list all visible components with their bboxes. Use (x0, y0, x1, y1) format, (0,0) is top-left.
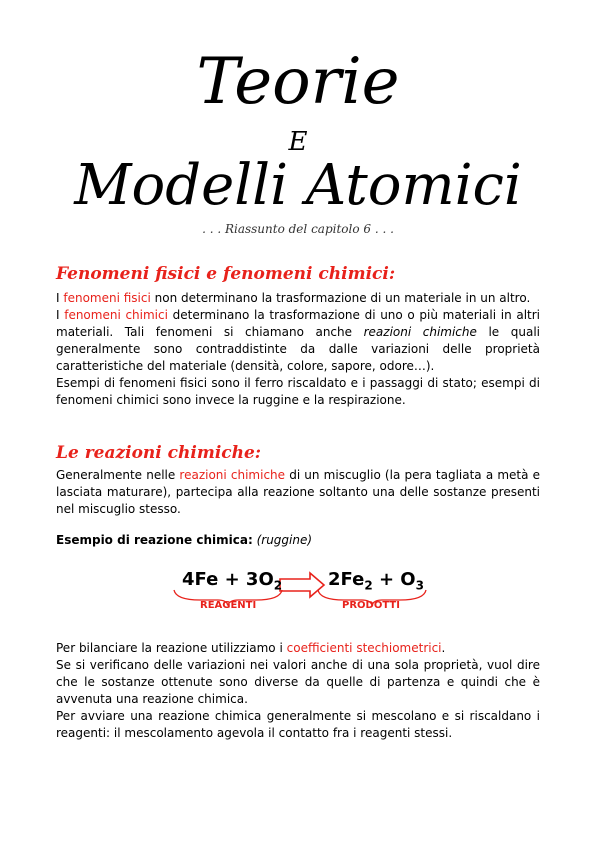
highlight-reazioni-chimiche: reazioni chimiche (179, 468, 286, 482)
paragraph-fenomeni-fisici (56, 290, 540, 307)
label-reagenti: REAGENTI (200, 600, 257, 611)
equation-reagents (182, 568, 282, 598)
example-line (56, 532, 540, 549)
paragraph-variazioni: Se si verificano delle variazioni nei valori anche di una sola proprietà, vuol dire che le sostanze ottenute sono diverse da quelle di partenza e quindi che è avvenuta una reazione chimica. (56, 658, 540, 706)
text: Per bilanciare la reazione utilizziamo i (56, 641, 287, 655)
title-line-1: Teorie (196, 45, 400, 119)
subscript: 2 (273, 578, 283, 593)
subscript: 2 (364, 578, 373, 593)
section-heading-fenomeni: Fenomeni fisici e fenomeni chimici: (56, 264, 396, 284)
products-text: 2Fe (328, 569, 365, 590)
equation-products (328, 568, 424, 598)
example-note: (ruggine) (256, 533, 313, 547)
paragraph-avvio-reazione: Per avviare una reazione chimica generalmente si mescolano e si riscaldano i reagenti: il mescolamento agevola il contatto fra i reagenti stessi. (56, 709, 540, 740)
highlight-fenomeni-fisici: fenomeni fisici (63, 291, 151, 305)
text: I (56, 308, 65, 322)
chemical-equation (160, 568, 440, 620)
title-ampersand: E (288, 127, 308, 157)
example-label: Esempio di reazione chimica: (56, 533, 253, 547)
paragraph-esempi: Esempi di fenomeni fisici sono il ferro riscaldato e i passaggi di stato; esempi di fenomeni chimici sono invece la ruggine e la respirazione. (56, 376, 540, 407)
paragraph-bilanciamento (56, 640, 540, 657)
text: di un miscuglio (la pera tagliata a metà e lasciata maturare), partecipa alla reazione soltanto una delle sostanze presenti nel miscuglio stesso. (56, 468, 540, 516)
italic-reazioni-chimiche: reazioni chimiche (363, 325, 477, 339)
subscript: 3 (415, 578, 424, 593)
paragraph-fenomeni-chimici (56, 307, 540, 375)
text: Generalmente nelle (56, 468, 180, 482)
text: non determinano la trasformazione di un materiale in un altro. (150, 291, 531, 305)
highlight-coefficienti: coefficienti stechiometrici (286, 641, 442, 655)
subtitle: . . . Riassunto del capitolo 6 . . . (202, 222, 394, 236)
text: I (56, 291, 64, 305)
title-line-2: Modelli Atomici (74, 153, 522, 218)
reaction-arrow-icon (280, 573, 324, 597)
reagents-text: 4Fe + 3O (182, 569, 274, 590)
text: le quali generalmente sono contraddistinte da dalle variazioni delle proprietà caratteristiche del materiale (densità, colore, sapore, odore…). (56, 325, 541, 373)
paragraph-reazioni-intro (56, 467, 540, 518)
products-text: + O (372, 569, 416, 590)
text: . (441, 641, 446, 655)
highlight-fenomeni-chimici: fenomeni chimici (64, 308, 168, 322)
section-heading-reazioni: Le reazioni chimiche: (56, 443, 262, 463)
text: determinano la trasformazione di uno o più materiali in altri materiali. Tali fenomeni si chiamano anche (56, 308, 541, 339)
label-prodotti: PRODOTTI (342, 600, 400, 611)
